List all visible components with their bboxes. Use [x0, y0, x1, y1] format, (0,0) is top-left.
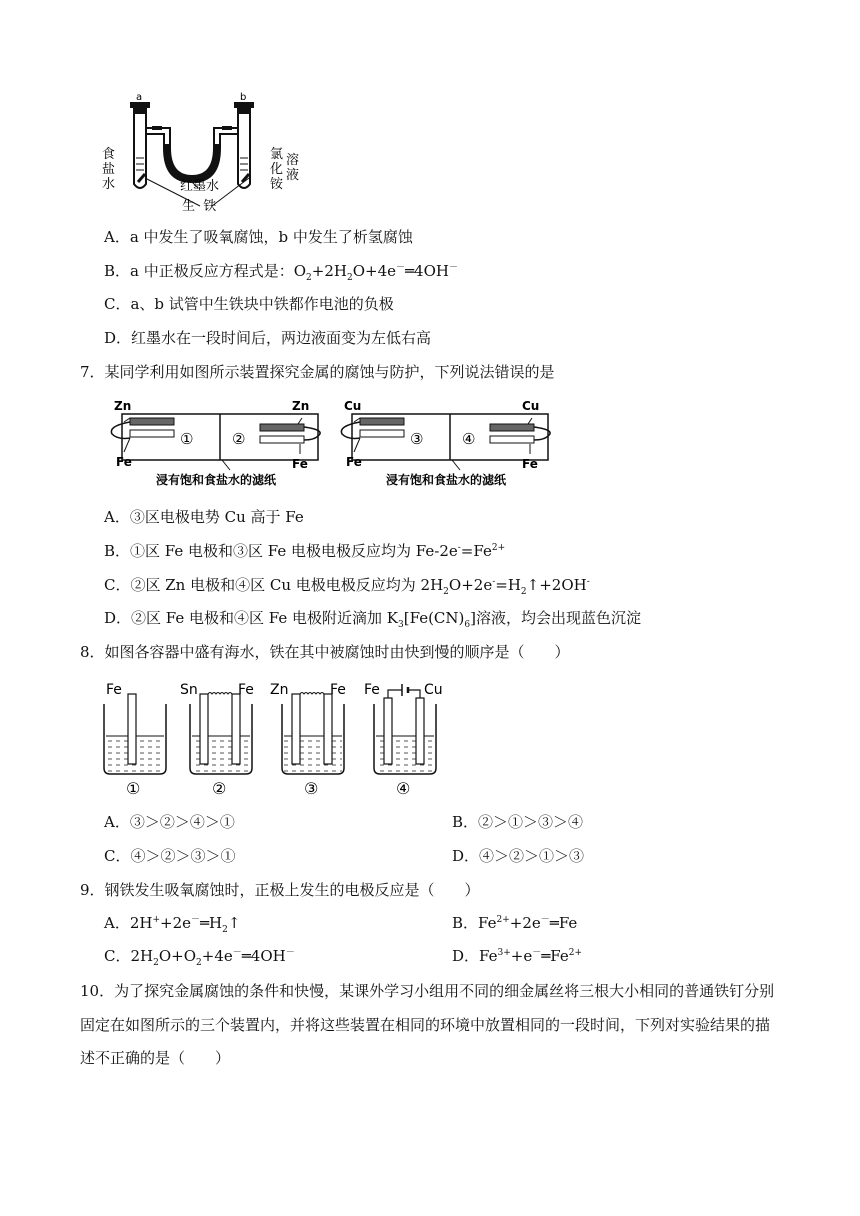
q7-option-b — [104, 540, 505, 561]
fig8-n1: ① — [126, 779, 141, 798]
q7-c-pre: C．②区 Zn 电极和④区 Cu 电极电极反应均为 2H — [104, 576, 444, 594]
q9-a-sub: 2 — [222, 925, 228, 935]
q7-c-mid2: =H — [495, 576, 521, 594]
fig7-zn-2: Zn — [292, 399, 310, 413]
fig7-fe-2: Fe — [292, 457, 308, 471]
q6-b-sub2: 2 — [346, 273, 353, 283]
right-liquid-c1-1: 氯 — [270, 147, 284, 162]
q7-b-sup2: 2+ — [491, 543, 506, 553]
left-liquid-3: 水 — [102, 177, 116, 192]
q9-c-sub2: 2 — [196, 958, 202, 968]
q9-d-end: ═Fe — [541, 947, 569, 965]
label-b: b — [240, 92, 247, 103]
q7-stem: 7．某同学利用如图所示装置探究金属的腐蚀与防护，下列说法错误的是 — [80, 363, 555, 381]
q9-a-sup1: + — [152, 915, 161, 925]
q6-b-post: O+4e — [352, 262, 397, 280]
q6-b-pre: B．a 中正极反应方程式是：O — [104, 262, 307, 280]
q8-option-c: C．④＞②＞③＞① — [104, 847, 236, 865]
fig8-b4b: Cu — [424, 682, 443, 698]
q6-option-c: C．a、b 试管中生铁块中铁都作电池的负极 — [104, 295, 394, 313]
q9-option-d — [452, 945, 582, 966]
q9-c-mid2: +4e — [201, 947, 233, 965]
q7-d-pre: D．②区 Fe 电极和④区 Fe 电极附近滴加 K — [104, 609, 399, 627]
fig8-b2b: Fe — [238, 682, 254, 698]
q6-option-b — [104, 260, 458, 283]
q7-option-c — [104, 574, 590, 597]
q9-b-sup2: － — [540, 915, 550, 925]
fig8-b2: Sn — [180, 682, 198, 698]
left-liquid-1: 食 — [102, 147, 116, 162]
q7-d-mid: [Fe(CN) — [403, 609, 465, 627]
red-ink-label: 红墨水 — [180, 179, 220, 194]
q7-option-d — [104, 607, 641, 630]
q9-a-tail: ↑ — [227, 914, 241, 932]
q9-d-sup2: － — [532, 948, 542, 958]
fig7-cu-1: Cu — [344, 399, 362, 413]
q7-c-mid: O+2e — [448, 576, 493, 594]
q7-c-sup1: - — [492, 577, 496, 587]
fig8-b3b: Fe — [330, 682, 346, 698]
q9-a-end: ═H — [200, 914, 223, 932]
q6-b-mid: +2H — [311, 262, 347, 280]
q6-b-sup1: － — [396, 263, 406, 273]
right-liquid-c2-2: 液 — [286, 168, 300, 183]
fig8-b3: Zn — [270, 682, 289, 698]
q7-b-mid: =Fe — [460, 542, 492, 560]
right-liquid-c2-1: 溶 — [286, 153, 300, 168]
fig7-caption-2: 浸有饱和食盐水的滤纸 — [386, 473, 507, 487]
q10-line-2: 固定在如图所示的三个装置内，并将这些装置在相同的环境中放置相同的一段时间，下列对实验结果的描 — [80, 1016, 771, 1034]
fig7-cu-2: Cu — [522, 399, 540, 413]
fig7-cell-1: ① — [180, 430, 194, 448]
q10-line-1: 10．为了探究金属腐蚀的条件和快慢，某课外学习小组用不同的细金属丝将三根大小相同的普通铁钉分别 — [80, 982, 775, 1000]
q9-d-mid: +e — [510, 947, 533, 965]
q7-c-sup2: - — [586, 577, 590, 587]
q9-option-c — [104, 945, 295, 968]
beakers-seawater-figure — [100, 678, 450, 798]
right-liquid-c1-3: 铵 — [270, 177, 284, 192]
fig8-n3: ③ — [304, 779, 319, 798]
fig8-b4: Fe — [364, 682, 380, 698]
q9-b-mid: +2e — [509, 914, 541, 932]
q7-option-a: A．③区电极电势 Cu 高于 Fe — [104, 508, 304, 526]
q9-c-end: ═4OH — [241, 947, 286, 965]
pig-iron-label: 生 铁 — [182, 199, 217, 214]
q9-c-mid: O+O — [158, 947, 197, 965]
q6-b-end: ═4OH — [405, 262, 449, 280]
q9-a-pre: A．2H — [104, 914, 153, 932]
fig8-n4: ④ — [396, 779, 411, 798]
q9-a-sup2: － — [191, 915, 201, 925]
q9-c-sup2: － — [285, 948, 295, 958]
q9-a-mid: +2e — [160, 914, 192, 932]
fig7-fe-3: Fe — [346, 455, 362, 469]
fig8-n2: ② — [212, 779, 227, 798]
label-a: a — [136, 92, 143, 103]
q6-b-sup2: － — [448, 263, 458, 273]
q8-option-a: A．③＞②＞④＞① — [104, 813, 235, 831]
q6-option-d: D．红墨水在一段时间后，两边液面变为左低右高 — [104, 329, 432, 347]
q9-d-pre: D．Fe — [452, 947, 498, 965]
q9-option-a — [104, 912, 240, 935]
q9-option-b — [452, 912, 577, 933]
q8-stem: 8．如图各容器中盛有海水，铁在其中被腐蚀时由快到慢的顺序是（ ） — [80, 643, 570, 661]
q6-option-a: A．a 中发生了吸氧腐蚀，b 中发生了析氢腐蚀 — [104, 228, 413, 246]
q9-c-sub1: 2 — [153, 958, 159, 968]
fig8-b1: Fe — [106, 682, 122, 698]
q9-d-sup1: 3+ — [497, 948, 511, 958]
q7-b-sup1: - — [457, 543, 461, 553]
q9-b-end: ═Fe — [549, 914, 578, 932]
q7-c-sub1: 2 — [443, 587, 449, 597]
fig7-fe-4: Fe — [522, 457, 538, 471]
q9-b-pre: B．Fe — [452, 914, 497, 932]
q7-b-pre: B．①区 Fe 电极和③区 Fe 电极电极反应均为 Fe-2e — [104, 542, 458, 560]
q7-d-end: ]溶液，均会出现蓝色沉淀 — [470, 609, 641, 627]
q7-d-sub1: 3 — [398, 620, 404, 630]
q9-c-pre: C．2H — [104, 947, 154, 965]
fig7-fe-1: Fe — [116, 455, 132, 469]
fig7-zn-1: Zn — [114, 399, 132, 413]
q7-c-sub2: 2 — [520, 587, 527, 597]
fig7-cell-4: ④ — [462, 430, 476, 448]
left-liquid-2: 盐 — [102, 162, 116, 177]
fig7-caption-1: 浸有饱和食盐水的滤纸 — [156, 473, 277, 487]
q10-line-3: 述不正确的是（ ） — [80, 1049, 231, 1067]
q9-c-sup1: － — [232, 948, 242, 958]
u-tube-corrosion-figure — [100, 88, 310, 216]
q7-d-sub2: 6 — [464, 620, 471, 630]
q8-option-b: B．②＞①＞③＞④ — [452, 813, 584, 831]
fig7-cell-3: ③ — [410, 430, 424, 448]
q9-b-sup1: 2+ — [496, 915, 510, 925]
q9-stem: 9．钢铁发生吸氧腐蚀时，正极上发生的电极反应是（ ） — [80, 881, 480, 899]
q9-d-sup3: 2+ — [568, 948, 583, 958]
q6-b-sub1: 2 — [306, 273, 312, 283]
filter-paper-cells-figure — [104, 394, 564, 490]
fig7-cell-2: ② — [232, 430, 246, 448]
q8-option-d: D．④＞②＞①＞③ — [452, 847, 585, 865]
q7-c-end: ↑+2OH — [526, 576, 587, 594]
right-liquid-c1-2: 化 — [270, 162, 284, 177]
